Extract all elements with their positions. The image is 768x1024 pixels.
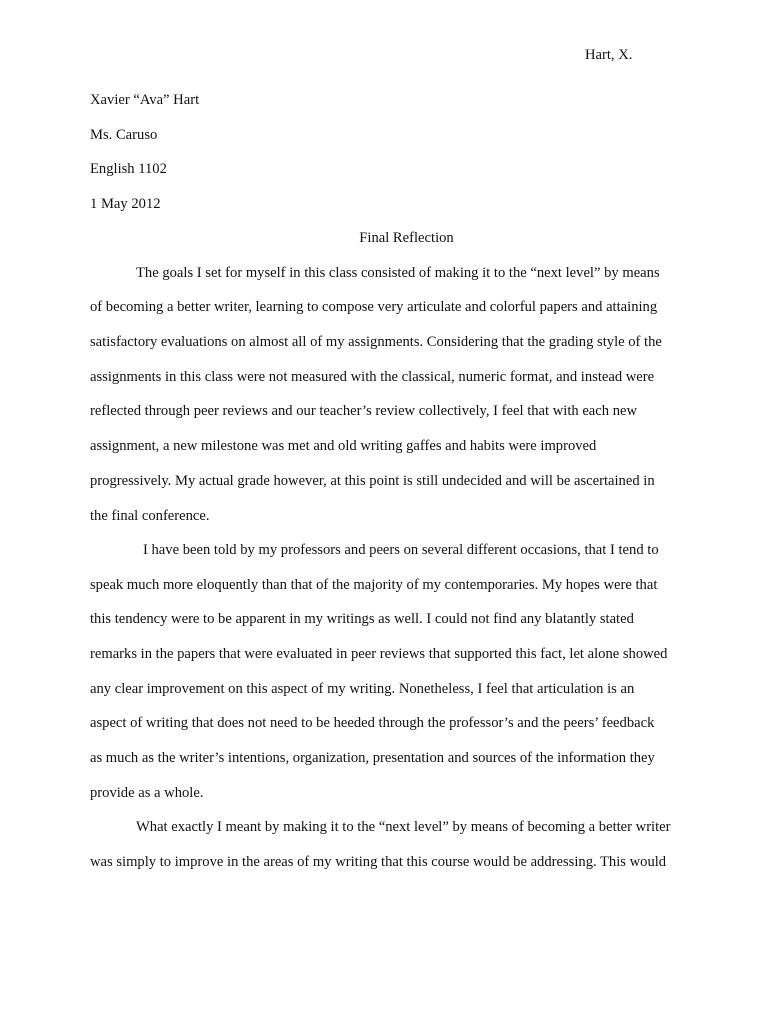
- body-line: The goals I set for myself in this class consisted of making it to the “next level” by means: [136, 265, 660, 281]
- date: 1 May 2012: [90, 196, 161, 212]
- running-head: Hart, X.: [585, 47, 633, 63]
- body-line: of becoming a better writer, learning to compose very articulate and colorful papers and attaining: [90, 299, 658, 315]
- body-line: as much as the writer’s intentions, organization, presentation and sources of the information they: [90, 750, 655, 766]
- body-line: progressively. My actual grade however, at this point is still undecided and will be ascertained in: [90, 473, 655, 489]
- body-line: aspect of writing that does not need to be heeded through the professor’s and the peers’ feedback: [90, 715, 655, 731]
- course-name: English 1102: [90, 161, 167, 177]
- author-name: Xavier “Ava” Hart: [90, 92, 200, 108]
- body-line: was simply to improve in the areas of my writing that this course would be addressing. This would: [90, 854, 667, 870]
- instructor-name: Ms. Caruso: [90, 127, 158, 143]
- body-line: the final conference.: [90, 508, 210, 524]
- body-line: I have been told by my professors and peers on several different occasions, that I tend to: [143, 542, 659, 558]
- essay-title: Final Reflection: [359, 230, 454, 246]
- body-line: satisfactory evaluations on almost all of my assignments. Considering that the grading style of the: [90, 334, 662, 350]
- body-line: assignments in this class were not measured with the classical, numeric format, and instead were: [90, 369, 655, 385]
- body-line: assignment, a new milestone was met and old writing gaffes and habits were improved: [90, 438, 597, 454]
- body-line: remarks in the papers that were evaluated in peer reviews that supported this fact, let alone showed: [90, 646, 668, 662]
- body-line: any clear improvement on this aspect of my writing. Nonetheless, I feel that articulation is an: [90, 681, 635, 697]
- body-line: this tendency were to be apparent in my writings as well. I could not find any blatantly stated: [90, 611, 634, 627]
- body-line: provide as a whole.: [90, 785, 204, 801]
- body-line: speak much more eloquently than that of the majority of my contemporaries. My hopes were that: [90, 577, 658, 593]
- body-line: What exactly I meant by making it to the “next level” by means of becoming a better writer: [136, 819, 671, 835]
- body-line: reflected through peer reviews and our teacher’s review collectively, I feel that with each new: [90, 403, 638, 419]
